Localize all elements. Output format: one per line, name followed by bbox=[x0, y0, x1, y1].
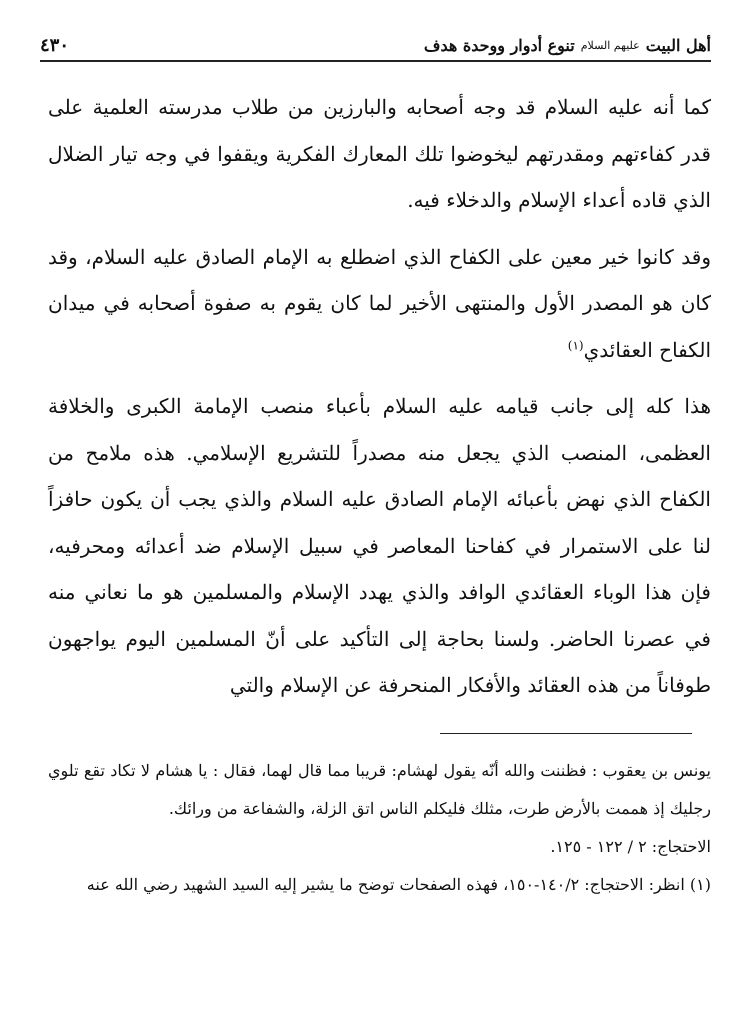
footnote-source: الاحتجاج: ٢ / ١٢٢ - ١٢٥. bbox=[550, 837, 711, 856]
paragraph-gap bbox=[48, 373, 711, 383]
paragraph-1: كما أنه عليه السلام قد وجه أصحابه والبارزين من طلاب مدرسته العلمية على قدر كفاءتهم ومقدرتهم ليخوضوا تلك المعارك الفكرية ويقفوا في وجه تيار الضلال الذي قاده أعداء الإسلام والدخلاء فيه. bbox=[48, 95, 711, 212]
page-number: ٤٣٠ bbox=[40, 34, 70, 56]
main-text bbox=[48, 84, 711, 709]
honorific-mark: عليهم السلام bbox=[580, 38, 640, 52]
footnote-continued: يونس بن يعقوب : فظننت والله أنّه يقول لهشام: قريبا مما قال لهما، فقال : يا هشام لا تكاد تقع تلوي رجليك إذ هممت بالأرض طرت، مثلك فليكلم الناس اتق الزلة، والشفاعة من ورائك. bbox=[48, 761, 712, 818]
footnote-1: (١) انظر: الاحتجاج: ١٤٠/٢-١٥٠، فهذه الصفحات توضح ما يشير إليه السيد الشهيد رضي الله عنه bbox=[86, 875, 711, 894]
running-title-main: أهل البيت bbox=[645, 35, 711, 55]
footnote-reference: (١) bbox=[567, 337, 584, 352]
running-title bbox=[424, 36, 711, 55]
running-subtitle: تنوع أدوار ووحدة هدف bbox=[423, 35, 575, 55]
paragraph-gap bbox=[48, 224, 711, 234]
paragraph-2-text: وقد كانوا خير معين على الكفاح الذي اضطلع به الإمام الصادق عليه السلام، وقد كان هو المصدر الأول والمنتهى الأخير لما كان يقوم به صفوة أصحابه في ميدان الكفاح العقائدي bbox=[48, 244, 711, 362]
footnote-divider bbox=[440, 733, 692, 734]
footnotes bbox=[48, 752, 711, 904]
paragraph-3: هذا كله إلى جانب قيامه عليه السلام بأعباء منصب الإمامة الكبرى والخلافة العظمى، المنصب الذي يجعل منه مصدراً للتشريع الإسلامي. هذه ملامح من الكفاح الذي نهض بأعبائه الإمام الصادق عليه السلام والذي يجب أن يكون حافزاً لنا على الاستمرار في كفاحنا المعاصر في سبيل الإسلام ضد أعدائه ومحرفيه، فإن هذا الوباء العقائدي الوافد والذي يهدد الإسلام والمسلمين هو ما نعاني منه في عصرنا الحاضر. ولسنا بحاجة إلى التأكيد على أنّ المسلمين اليوم يواجهون طوفاناً من هذه العقائد والأفكار المنحرفة عن الإسلام والتي bbox=[48, 394, 711, 697]
paragraph-2 bbox=[48, 234, 711, 374]
page-header bbox=[40, 30, 711, 62]
